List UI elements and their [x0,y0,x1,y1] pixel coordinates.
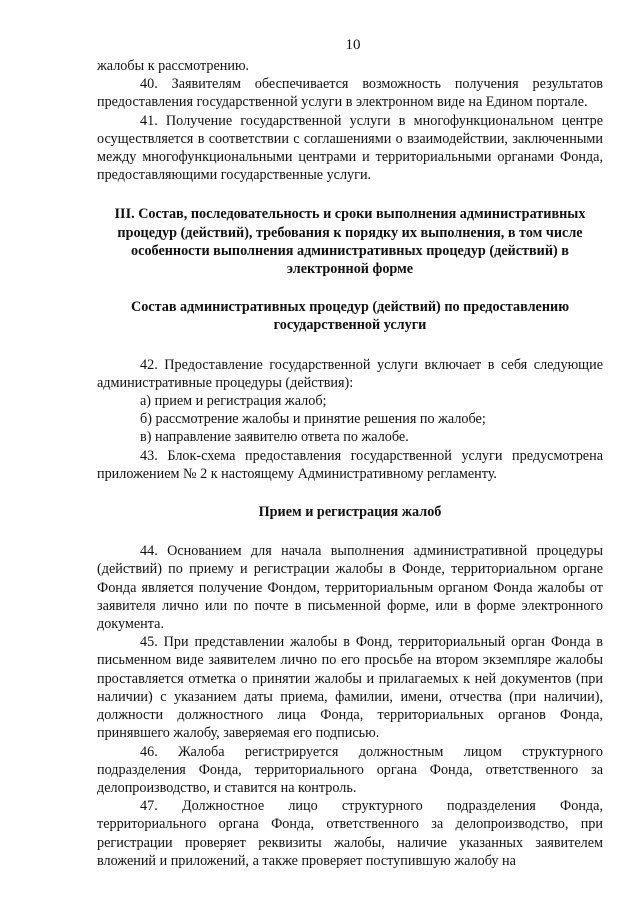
subsection-heading: Состав административных процедур (действий) по предоставлению государственной услуги [130,299,570,334]
paragraph-46: 46. Жалоба регистрируется должностным лицом структурного подразделения Фонда, территориального органа Фонда, ответственного за делопроизводство, и ставится на контроль. [97,743,603,796]
document-page [97,36,603,870]
paragraph-43: 43. Блок-схема предоставления государственной услуги предусмотрена приложением № 2 к настоящему Административному регламенту. [97,447,603,482]
paragraph-40: 40. Заявителям обеспечивается возможность получения результатов предоставления государственной услуги в электронном виде на Едином портале. [97,76,603,111]
page-number: 10 [345,37,361,53]
paragraph-47: 47. Должностное лицо структурного подразделения Фонда, территориального органа Фонда, ответственного за делопроизводство, при регистрации проверяет реквизиты жалобы, наличие указанных заявителем вложений и приложений, а также проверяет поступившую жалобу на [97,798,603,869]
paragraph-continuation: жалобы к рассмотрению. [97,58,250,74]
paragraph-41: 41. Получение государственной услуги в многофункциональном центре осуществляется в соответствии с соглашениями о взаимодействии, заключенными между многофункциональными центрами и территориальными органами Фонда, предоставляющими государственные услуги. [97,112,603,184]
section-heading: III. Состав, последовательность и сроки выполнения административных процедур (действий), требования к порядку их выполнения, в том числе особенности выполнения административных процедур (действий) в электронной форме [114,206,586,278]
paragraph-42: 42. Предоставление государственной услуги включает в себя следующие административные процедуры (действия): [97,356,603,391]
paragraph-45: 45. При представлении жалобы в Фонд, территориальный орган Фонда в письменном виде заявителем лично по его просьбе на втором экземпляре жалобы проставляется отметка о принятии жалобы и прилагаемых к ней документов (при наличии) с указанием даты приема, фамилии, имени, отчества (при наличии), должности должностного лица Фонда, территориальных органов Фонда, принявшего жалобу, заверяемая его подписью. [97,634,603,742]
subsection-heading-reception: Прием и регистрация жалоб [258,504,442,521]
list-item-c: в) направление заявителю ответа по жалобе. [140,429,409,446]
paragraph-44: 44. Основанием для начала выполнения административной процедуры (действий) по приему и регистрации жалобы в Фонде, территориальном органе Фонда является получение Фондом, территориальным органом Фонда жалобы от заявителя лично или по почте в письменной форме, или в форме электронного документа. [97,543,603,633]
list-item-a: а) прием и регистрация жалоб; [140,393,327,410]
list-item-b: б) рассмотрение жалобы и принятие решения по жалобе; [140,411,486,428]
